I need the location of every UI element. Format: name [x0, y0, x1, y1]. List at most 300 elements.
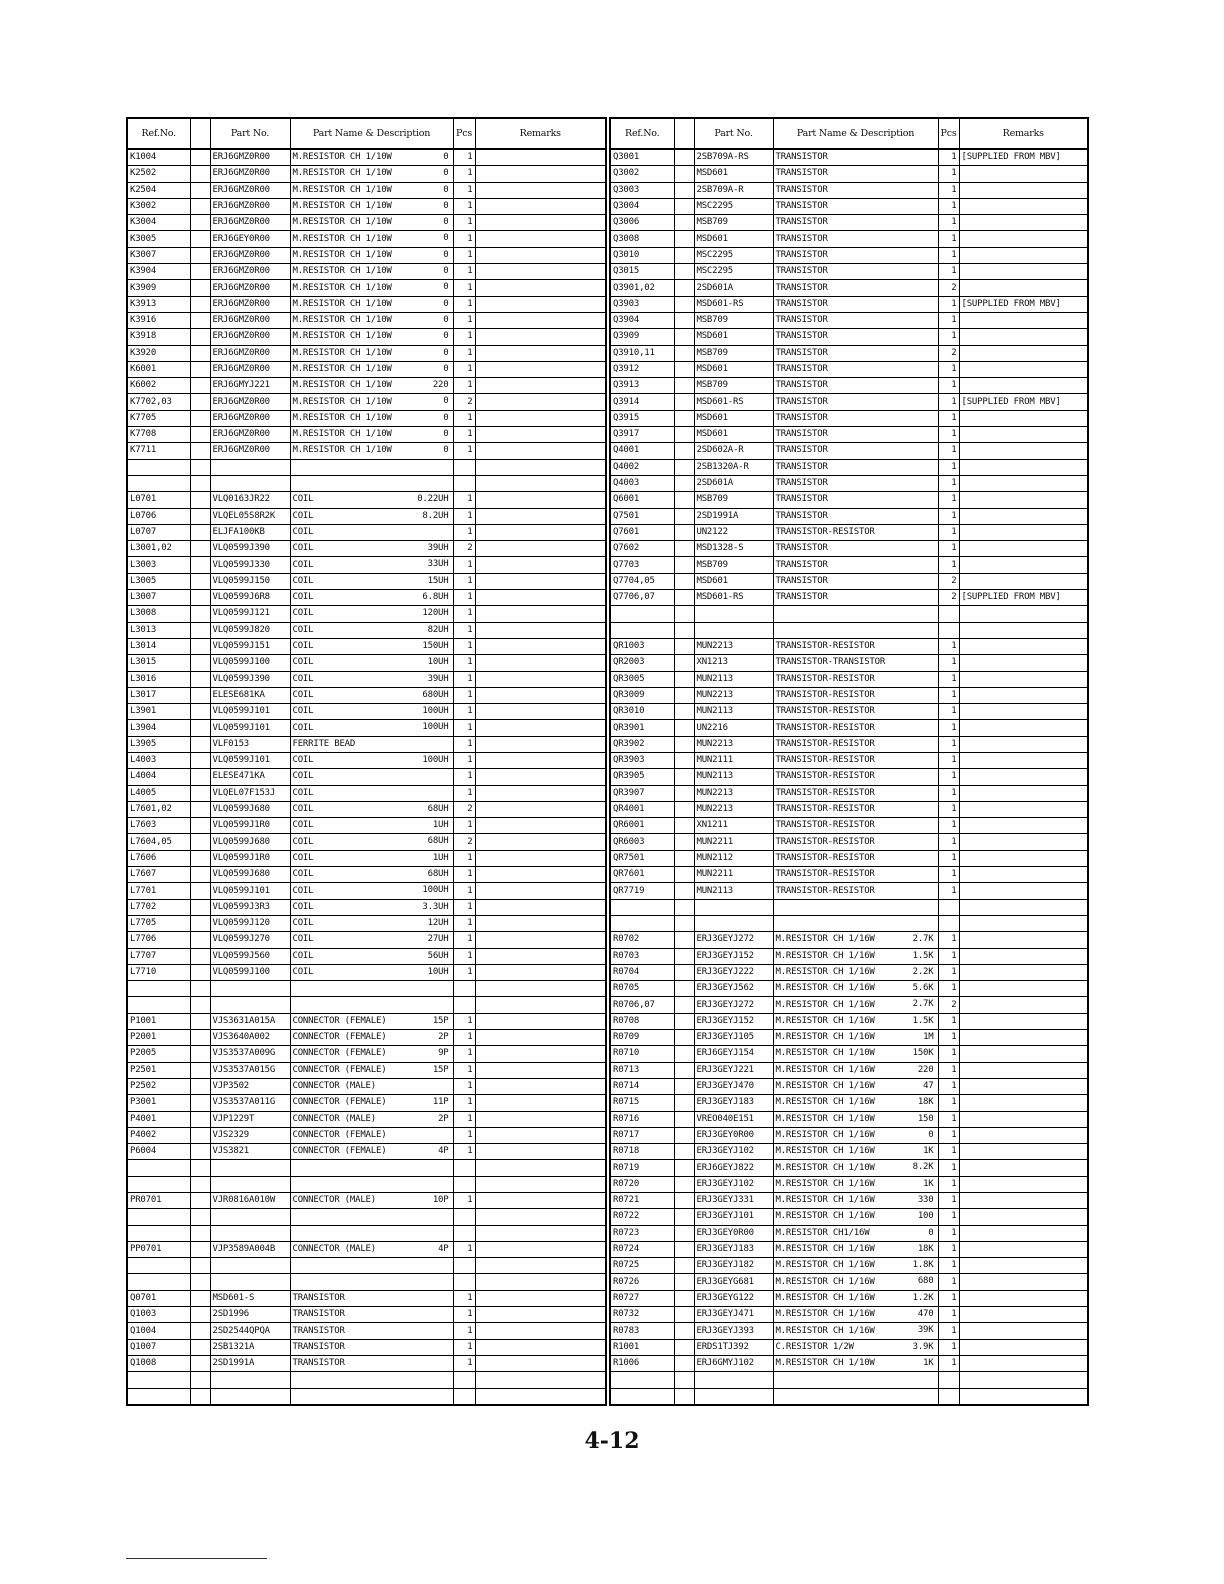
part-no-cell: 2SD1996: [210, 1307, 290, 1323]
ref-no-cell: K3918: [127, 329, 190, 345]
table-row: [127, 557, 606, 573]
description-text: M.RESISTOR CH 1/10W: [775, 1113, 875, 1124]
pcs-cell: 1: [938, 1095, 959, 1111]
pcs-cell: [938, 606, 959, 622]
description-text: TRANSISTOR-RESISTOR: [775, 673, 875, 684]
part-no-cell: ERJ6GMZ0R00: [210, 215, 290, 231]
table-row: [610, 801, 1088, 817]
description-cell: [290, 1030, 453, 1046]
remarks-cell: [959, 1193, 1088, 1209]
part-no-cell: XN1211: [694, 818, 773, 834]
table-row: [610, 1388, 1088, 1405]
gap-cell: [674, 704, 694, 720]
remarks-cell: [SUPPLIED FROM MBV]: [959, 296, 1088, 312]
description-value: 0: [928, 1227, 934, 1238]
part-no-cell: XN1213: [694, 655, 773, 671]
remarks-cell: [475, 671, 606, 687]
pcs-cell: 1: [938, 769, 959, 785]
pcs-cell: 1: [938, 818, 959, 834]
table-row: [127, 182, 606, 198]
description-cell: [290, 687, 453, 703]
description-value: 0: [443, 184, 449, 195]
description-text: C.RESISTOR 1/2W: [775, 1341, 854, 1352]
description-cell: [290, 1078, 453, 1094]
table-row: [610, 1355, 1088, 1371]
description-text: TRANSISTOR: [775, 249, 828, 260]
gap-cell: [674, 671, 694, 687]
description-value: 0: [443, 331, 449, 342]
gap-cell: [674, 1355, 694, 1371]
description-text: M.RESISTOR CH 1/10W: [292, 168, 392, 179]
remarks-cell: [475, 427, 606, 443]
table-row: [127, 394, 606, 410]
ref-no-cell: L4003: [127, 752, 190, 768]
ref-no-cell: L3008: [127, 606, 190, 622]
table-row: [127, 573, 606, 589]
description-value: 0: [443, 249, 449, 260]
gap-cell: [190, 1339, 210, 1355]
gap-cell: [674, 1160, 694, 1176]
description-value: 15P: [432, 1064, 449, 1075]
description-text: COIL: [292, 787, 314, 798]
description-cell: [773, 752, 938, 768]
gap-cell: [674, 818, 694, 834]
remarks-cell: [475, 1307, 606, 1323]
description-cell: [290, 231, 453, 247]
remarks-cell: [475, 361, 606, 377]
part-no-cell: VLQ0599J330: [210, 557, 290, 573]
table-row: [127, 427, 606, 443]
part-no-cell: MUN2113: [694, 704, 773, 720]
description-cell: [290, 264, 453, 280]
remarks-cell: [475, 769, 606, 785]
ref-no-cell: R0732: [610, 1307, 674, 1323]
description-cell: [773, 704, 938, 720]
gap-cell: [674, 573, 694, 589]
pcs-cell: 2: [938, 590, 959, 606]
ref-no-cell: Q7706,07: [610, 590, 674, 606]
part-no-cell: VLQ0599J820: [210, 622, 290, 638]
ref-no-cell: P6004: [127, 1144, 190, 1160]
ref-no-cell: P2005: [127, 1046, 190, 1062]
part-no-cell: MSD601: [694, 410, 773, 426]
gap-cell: [190, 378, 210, 394]
description-cell: [290, 573, 453, 589]
description-cell: [290, 834, 453, 850]
part-no-cell: [210, 1209, 290, 1225]
part-no-cell: ERJ6GMZ0R00: [210, 247, 290, 263]
pcs-cell: 1: [938, 964, 959, 980]
description-text: M.RESISTOR CH 1/10W: [292, 266, 392, 277]
part-no-cell: 2SB709A-R: [694, 182, 773, 198]
header-description: Part Name & Description: [773, 118, 938, 149]
table-row: [610, 280, 1088, 296]
part-no-cell: ERJ3GEY0R00: [694, 1225, 773, 1241]
part-no-cell: [210, 1225, 290, 1241]
ref-no-cell: K3002: [127, 198, 190, 214]
table-row: [610, 883, 1088, 899]
table-row: [127, 1225, 606, 1241]
gap-cell: [190, 492, 210, 508]
description-text: COIL: [292, 755, 314, 766]
part-no-cell: 2SD1991A: [694, 508, 773, 524]
gap-cell: [674, 1111, 694, 1127]
description-value: 220: [432, 380, 449, 391]
gap-cell: [674, 687, 694, 703]
remarks-cell: [959, 329, 1088, 345]
part-no-cell: ERJ3GEYJ183: [694, 1095, 773, 1111]
description-cell: [290, 508, 453, 524]
pcs-cell: 1: [938, 720, 959, 736]
description-text: TRANSISTOR-RESISTOR: [775, 641, 875, 652]
ref-no-cell: K3004: [127, 215, 190, 231]
description-text: M.RESISTOR CH 1/10W: [292, 445, 392, 456]
page-number: 4-12: [584, 1428, 640, 1454]
ref-no-cell: Q4001: [610, 443, 674, 459]
remarks-cell: [959, 1062, 1088, 1078]
remarks-cell: [475, 932, 606, 948]
parts-table-left-body: [127, 149, 606, 1405]
table-row: [127, 801, 606, 817]
description-cell: [290, 361, 453, 377]
part-no-cell: VREO040E151: [694, 1111, 773, 1127]
remarks-cell: [959, 280, 1088, 296]
ref-no-cell: R0708: [610, 1013, 674, 1029]
gap-cell: [190, 1307, 210, 1323]
remarks-cell: [959, 410, 1088, 426]
gap-cell: [190, 443, 210, 459]
table-row: [127, 948, 606, 964]
part-no-cell: VLQ0599J101: [210, 883, 290, 899]
remarks-cell: [959, 655, 1088, 671]
description-cell: [773, 1355, 938, 1371]
pcs-cell: 1: [938, 198, 959, 214]
description-cell: [290, 1307, 453, 1323]
pcs-cell: 1: [453, 1193, 475, 1209]
description-value: 1M: [923, 1032, 934, 1043]
remarks-cell: [475, 834, 606, 850]
description-text: CONNECTOR (FEMALE): [292, 1097, 387, 1108]
part-no-cell: ERJ6GMZ0R00: [210, 361, 290, 377]
table-row: [610, 215, 1088, 231]
table-row: [127, 198, 606, 214]
description-text: TRANSISTOR: [775, 575, 828, 586]
description-cell: [773, 997, 938, 1013]
part-no-cell: VLQEL05S8R2K: [210, 508, 290, 524]
description-text: M.RESISTOR CH 1/10W: [292, 396, 392, 407]
part-no-cell: ERJ3GEYJ562: [694, 981, 773, 997]
table-row: [610, 769, 1088, 785]
description-value: 15UH: [427, 575, 449, 586]
table-row: [610, 1274, 1088, 1290]
gap-cell: [190, 1209, 210, 1225]
pcs-cell: 1: [938, 247, 959, 263]
part-no-cell: MUN2111: [694, 752, 773, 768]
description-value: 2P: [438, 1113, 449, 1124]
gap-cell: [190, 638, 210, 654]
description-cell: [773, 883, 938, 899]
part-no-cell: [210, 1176, 290, 1192]
ref-no-cell: Q3010: [610, 247, 674, 263]
description-value: 12UH: [427, 917, 449, 928]
description-value: 0: [443, 412, 449, 423]
part-no-cell: VLQ0599J390: [210, 541, 290, 557]
table-header-row: [610, 118, 1088, 149]
parts-table-left: [126, 117, 607, 1406]
table-row: [127, 834, 606, 850]
description-cell: [290, 345, 453, 361]
part-no-cell: [694, 915, 773, 931]
table-row: [127, 590, 606, 606]
remarks-cell: [475, 541, 606, 557]
remarks-cell: [959, 1176, 1088, 1192]
description-cell: [773, 1209, 938, 1225]
table-row: [127, 1274, 606, 1290]
description-value: 0: [443, 363, 449, 374]
gap-cell: [674, 981, 694, 997]
description-cell: [773, 948, 938, 964]
description-value: 0: [443, 445, 449, 456]
pcs-cell: 1: [938, 1111, 959, 1127]
description-cell: [773, 166, 938, 182]
remarks-cell: [475, 687, 606, 703]
description-text: COIL: [292, 820, 314, 831]
table-row: [127, 1372, 606, 1388]
header-pcs: Pcs: [453, 118, 475, 149]
part-no-cell: VLQ0599J680: [210, 867, 290, 883]
description-text: TRANSISTOR: [775, 201, 828, 212]
table-row: [610, 948, 1088, 964]
ref-no-cell: R0716: [610, 1111, 674, 1127]
ref-no-cell: Q3004: [610, 198, 674, 214]
description-cell: [773, 671, 938, 687]
table-row: [127, 1013, 606, 1029]
part-no-cell: [210, 1274, 290, 1290]
pcs-cell: 1: [453, 752, 475, 768]
pcs-cell: 1: [453, 508, 475, 524]
ref-no-cell: Q4003: [610, 475, 674, 491]
description-text: CONNECTOR (MALE): [292, 1195, 376, 1206]
description-cell: [773, 394, 938, 410]
gap-cell: [190, 785, 210, 801]
gap-cell: [190, 1323, 210, 1339]
remarks-cell: [475, 1323, 606, 1339]
part-no-cell: 2SB1321A: [210, 1339, 290, 1355]
description-value: 56UH: [427, 950, 449, 961]
pcs-cell: 1: [938, 524, 959, 540]
gap-cell: [190, 736, 210, 752]
ref-no-cell: L7701: [127, 883, 190, 899]
remarks-cell: [475, 410, 606, 426]
gap-cell: [190, 1290, 210, 1306]
part-no-cell: MUN2213: [694, 801, 773, 817]
description-value: 11P: [432, 1097, 449, 1108]
description-cell: [773, 899, 938, 915]
description-text: TRANSISTOR: [292, 1309, 345, 1320]
ref-no-cell: [610, 899, 674, 915]
remarks-cell: [959, 1241, 1088, 1257]
pcs-cell: 1: [453, 345, 475, 361]
description-cell: [290, 492, 453, 508]
table-row: [127, 1355, 606, 1371]
ref-no-cell: Q3903: [610, 296, 674, 312]
description-cell: [773, 1062, 938, 1078]
pcs-cell: 1: [453, 915, 475, 931]
remarks-cell: [475, 1258, 606, 1274]
table-row: [127, 524, 606, 540]
part-no-cell: VLF0153: [210, 736, 290, 752]
description-cell: [290, 1095, 453, 1111]
gap-cell: [674, 1339, 694, 1355]
pcs-cell: 1: [938, 312, 959, 328]
description-value: 10UH: [427, 966, 449, 977]
pcs-cell: 2: [453, 541, 475, 557]
description-cell: [773, 1307, 938, 1323]
gap-cell: [190, 1225, 210, 1241]
pcs-cell: 2: [453, 394, 475, 410]
gap-cell: [674, 296, 694, 312]
ref-no-cell: QR7601: [610, 867, 674, 883]
pcs-cell: 1: [453, 166, 475, 182]
remarks-cell: [959, 606, 1088, 622]
table-row: [127, 932, 606, 948]
description-cell: [290, 1176, 453, 1192]
pcs-cell: 1: [938, 459, 959, 475]
pcs-cell: 2: [938, 345, 959, 361]
remarks-cell: [475, 1176, 606, 1192]
table-row: [127, 915, 606, 931]
description-value: 150: [917, 1113, 934, 1124]
table-row: [610, 198, 1088, 214]
pcs-cell: 1: [938, 149, 959, 166]
gap-cell: [190, 215, 210, 231]
gap-cell: [190, 590, 210, 606]
description-cell: [290, 915, 453, 931]
pcs-cell: 1: [938, 215, 959, 231]
pcs-cell: 1: [938, 1323, 959, 1339]
pcs-cell: 1: [453, 1062, 475, 1078]
gap-cell: [674, 215, 694, 231]
ref-no-cell: [127, 1258, 190, 1274]
description-value: 470: [917, 1309, 934, 1320]
ref-no-cell: [127, 1160, 190, 1176]
ref-no-cell: K3909: [127, 280, 190, 296]
pcs-cell: 1: [938, 1290, 959, 1306]
description-value: 2.7K: [912, 934, 934, 945]
part-no-cell: ERJ6GMZ0R00: [210, 345, 290, 361]
description-text: TRANSISTOR-RESISTOR: [775, 706, 875, 717]
remarks-cell: [475, 280, 606, 296]
description-text: COIL: [292, 657, 314, 668]
description-cell: [773, 312, 938, 328]
remarks-cell: [475, 329, 606, 345]
table-row: [127, 655, 606, 671]
description-cell: [290, 524, 453, 540]
description-cell: [773, 1046, 938, 1062]
part-no-cell: 2SD601A: [694, 280, 773, 296]
table-row: [127, 818, 606, 834]
ref-no-cell: QR4001: [610, 801, 674, 817]
description-cell: [290, 997, 453, 1013]
description-text: TRANSISTOR-RESISTOR: [775, 852, 875, 863]
remarks-cell: [959, 622, 1088, 638]
ref-no-cell: K3913: [127, 296, 190, 312]
part-no-cell: MSB709: [694, 312, 773, 328]
description-value: 10UH: [427, 657, 449, 668]
gap-cell: [190, 329, 210, 345]
gap-cell: [190, 850, 210, 866]
part-no-cell: ERJ3GEYJ331: [694, 1193, 773, 1209]
description-value: 220: [917, 1064, 934, 1075]
header-ref-no: Ref.No.: [610, 118, 674, 149]
pcs-cell: 1: [938, 736, 959, 752]
ref-no-cell: QR3005: [610, 671, 674, 687]
pcs-cell: 1: [453, 720, 475, 736]
pcs-cell: [453, 475, 475, 491]
description-text: COIL: [292, 641, 314, 652]
table-row: [610, 508, 1088, 524]
pcs-cell: 1: [938, 785, 959, 801]
table-row: [610, 1095, 1088, 1111]
gap-cell: [674, 280, 694, 296]
table-row: [610, 850, 1088, 866]
gap-cell: [190, 280, 210, 296]
description-value: 1UH: [432, 820, 449, 831]
ref-no-cell: Q3008: [610, 231, 674, 247]
part-no-cell: VJS3640A002: [210, 1030, 290, 1046]
pcs-cell: 1: [938, 1193, 959, 1209]
gap-cell: [190, 687, 210, 703]
description-text: TRANSISTOR: [775, 315, 828, 326]
table-row: [610, 932, 1088, 948]
description-cell: [773, 1258, 938, 1274]
pcs-cell: 1: [938, 704, 959, 720]
ref-no-cell: Q3915: [610, 410, 674, 426]
description-text: M.RESISTOR CH 1/16W: [775, 1276, 875, 1287]
description-cell: [773, 475, 938, 491]
description-cell: [773, 1225, 938, 1241]
description-text: COIL: [292, 852, 314, 863]
part-no-cell: VLQ0599J6R8: [210, 590, 290, 606]
gap-cell: [190, 1258, 210, 1274]
remarks-cell: [475, 1030, 606, 1046]
remarks-cell: [959, 1078, 1088, 1094]
description-cell: [773, 655, 938, 671]
ref-no-cell: Q1004: [127, 1323, 190, 1339]
remarks-cell: [959, 427, 1088, 443]
description-cell: [773, 410, 938, 426]
pcs-cell: 1: [453, 818, 475, 834]
part-no-cell: MSD601: [694, 231, 773, 247]
gap-cell: [674, 1144, 694, 1160]
part-no-cell: 2SD602A-R: [694, 443, 773, 459]
ref-no-cell: L3003: [127, 557, 190, 573]
gap-cell: [190, 606, 210, 622]
gap-cell: [190, 834, 210, 850]
remarks-cell: [959, 198, 1088, 214]
remarks-cell: [475, 394, 606, 410]
pcs-cell: 1: [453, 1127, 475, 1143]
description-value: 3.3UH: [422, 901, 449, 912]
description-cell: [773, 834, 938, 850]
remarks-cell: [SUPPLIED FROM MBV]: [959, 394, 1088, 410]
remarks-cell: [475, 296, 606, 312]
part-no-cell: ERJ3GEYJ470: [694, 1078, 773, 1094]
description-cell: [290, 1160, 453, 1176]
ref-no-cell: [127, 1372, 190, 1388]
part-no-cell: ERJ6GMZ0R00: [210, 443, 290, 459]
description-cell: [290, 1290, 453, 1306]
